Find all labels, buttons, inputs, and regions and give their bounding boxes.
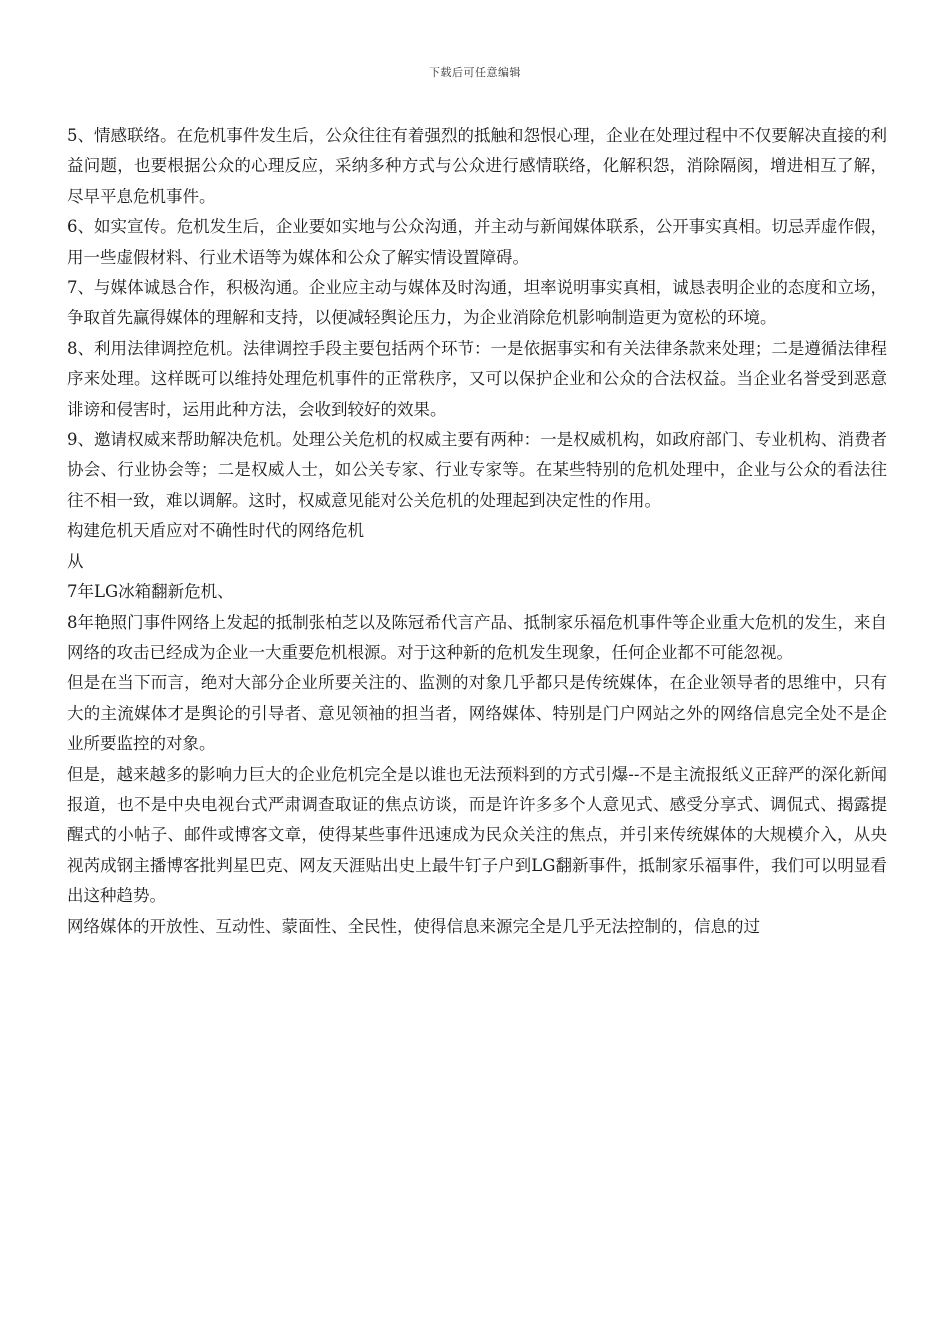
- paragraph-media-cooperation: 7、与媒体诚恳合作，积极沟通。企业应主动与媒体及时沟通，坦率说明事实真相，诚恳表明企业的态度和立场，争取首先赢得媒体的理解和支持，以便减轻舆论压力，为企业消除危机影响制造更为宽松的环境。: [67, 278, 887, 328]
- paragraph-truthful-publicity: 6、如实宣传。危机发生后，企业要如实地与公众沟通，并主动与新闻媒体联系，公开事实真相。切忌弄虚作假，用一些虚假材料、行业术语等为媒体和公众了解实情设置障碍。: [67, 217, 887, 267]
- paragraph-emotional-contact: 5、情感联络。在危机事件发生后，公众往往有着强烈的抵触和怨恨心理，企业在处理过程中不仅要解决直接的利益问题，也要根据公众的心理反应，采纳多种方式与公众进行感情联络，化解积怨，消除隔阂，增进相互了解，尽早平息危机事件。: [67, 126, 887, 206]
- document-body: [67, 121, 887, 942]
- paragraph-unpredictable-crises: 但是，越来越多的影响力巨大的企业危机完全是以谁也无法预料到的方式引爆--不是主流报纸义正辞严的深化新闻报道，也不是中央电视台式严肃调查取证的焦点访谈，而是许许多多个人意见式、感受分享式、调侃式、揭露提醒式的小帖子、邮件或博客文章，使得某些事件迅速成为民众关注的焦点，并引来传统媒体的大规模介入，从央视芮成钢主播博客批判星巴克、网友天涯贴出史上最牛钉子户到LG翻新事件，抵制家乐福事件，我们可以明显看出这种趋势。: [67, 764, 887, 906]
- paragraph-legal-control: 8、利用法律调控危机。法律调控手段主要包括两个环节：一是依据事实和有关法律条款来处理；二是遵循法律程序来处理。这样既可以维持处理危机事件的正常秩序，又可以保护企业和公众的合法权益。当企业名誉受到恶意诽谤和侵害时，运用此种方法，会收到较好的效果。: [67, 338, 887, 419]
- paragraph-fragment-from: 从: [67, 551, 84, 571]
- paragraph-network-media-traits: 网络媒体的开放性、互动性、蒙面性、全民性，使得信息来源完全是几乎无法控制的，信息的过: [67, 916, 760, 936]
- paragraph-invite-authority: 9、邀请权威来帮助解决危机。处理公关危机的权威主要有两种：一是权威机构，如政府部门、专业机构、消费者协会、行业协会等；二是权威人士，如公关专家、行业专家等。在某些特别的危机处理中，企业与公众的看法往往不相一致，难以调解。这时，权威意见能对公关危机的处理起到决定性的作用。: [67, 430, 887, 510]
- section-heading: 构建危机天盾应对不确性时代的网络危机: [67, 521, 364, 541]
- paragraph-traditional-media: 但是在当下而言，绝对大部分企业所要关注的、监测的对象几乎都只是传统媒体，在企业领导者的思维中，只有大的主流媒体才是舆论的引导者、意见领袖的担当者，网络媒体、特别是门户网站之外的网络信息完全处不是企业所要监控的对象。: [67, 673, 887, 754]
- page-header-note: 下载后可任意编辑: [429, 66, 521, 79]
- paragraph-lg-crisis: 7年LG冰箱翻新危机、: [67, 582, 234, 602]
- paragraph-boycott-events: 8年艳照门事件网络上发起的抵制张柏芝以及陈冠希代言产品、抵制家乐福危机事件等企业重大危机的发生，来自网络的攻击已经成为企业一大重要危机根源。对于这种新的危机发生现象，任何企业都不可能忽视。: [67, 612, 887, 662]
